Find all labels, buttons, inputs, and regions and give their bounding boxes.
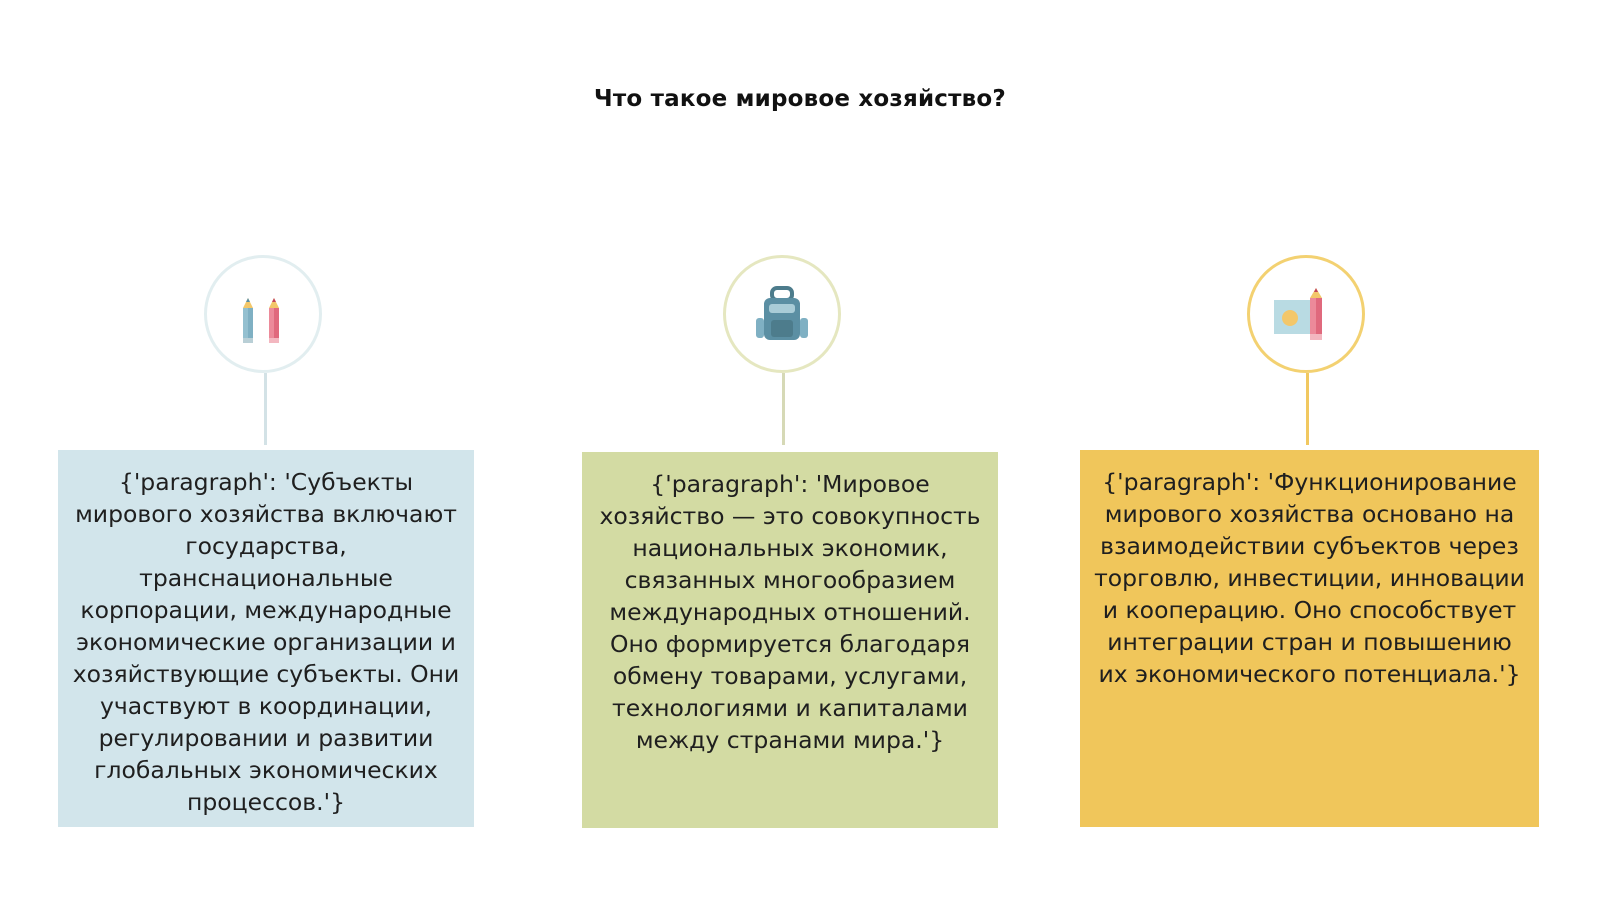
- info-card: [58, 450, 474, 827]
- drawing-icon: [1250, 258, 1362, 370]
- connector-line: [264, 373, 267, 445]
- pencils-icon: [207, 258, 319, 370]
- page-title: Что такое мировое хозяйство?: [594, 86, 1006, 112]
- icon-circle: [1247, 255, 1365, 373]
- info-card: [582, 452, 998, 828]
- connector-line: [1306, 373, 1309, 445]
- card-paragraph: {'paragraph': 'Функционирование мирового хозяйства основано на взаимодействии субъектов через торговлю, инвестиции, инновации и кооперацию. Оно способствует интеграции стран и повышению их экономического потенциала.'}: [1094, 468, 1525, 688]
- card-paragraph: {'paragraph': 'Субъекты мирового хозяйства включают государства, транснациональные корпорации, международные экономические организации и хозяйствующие субъекты. Они участвуют в координации, регулировании и развитии глобальных экономических процессов.'}: [72, 468, 460, 816]
- card-paragraph: {'paragraph': 'Мировое хозяйство — это совокупность национальных экономик, связанных многообразием международных отношений. Оно формируется благодаря обмену товарами, услугами, технологиями и капиталами между странами мира.'}: [599, 470, 981, 754]
- icon-circle: [204, 255, 322, 373]
- info-card: [1080, 450, 1539, 827]
- icon-circle: [723, 255, 841, 373]
- backpack-icon: [726, 258, 838, 370]
- connector-line: [782, 373, 785, 445]
